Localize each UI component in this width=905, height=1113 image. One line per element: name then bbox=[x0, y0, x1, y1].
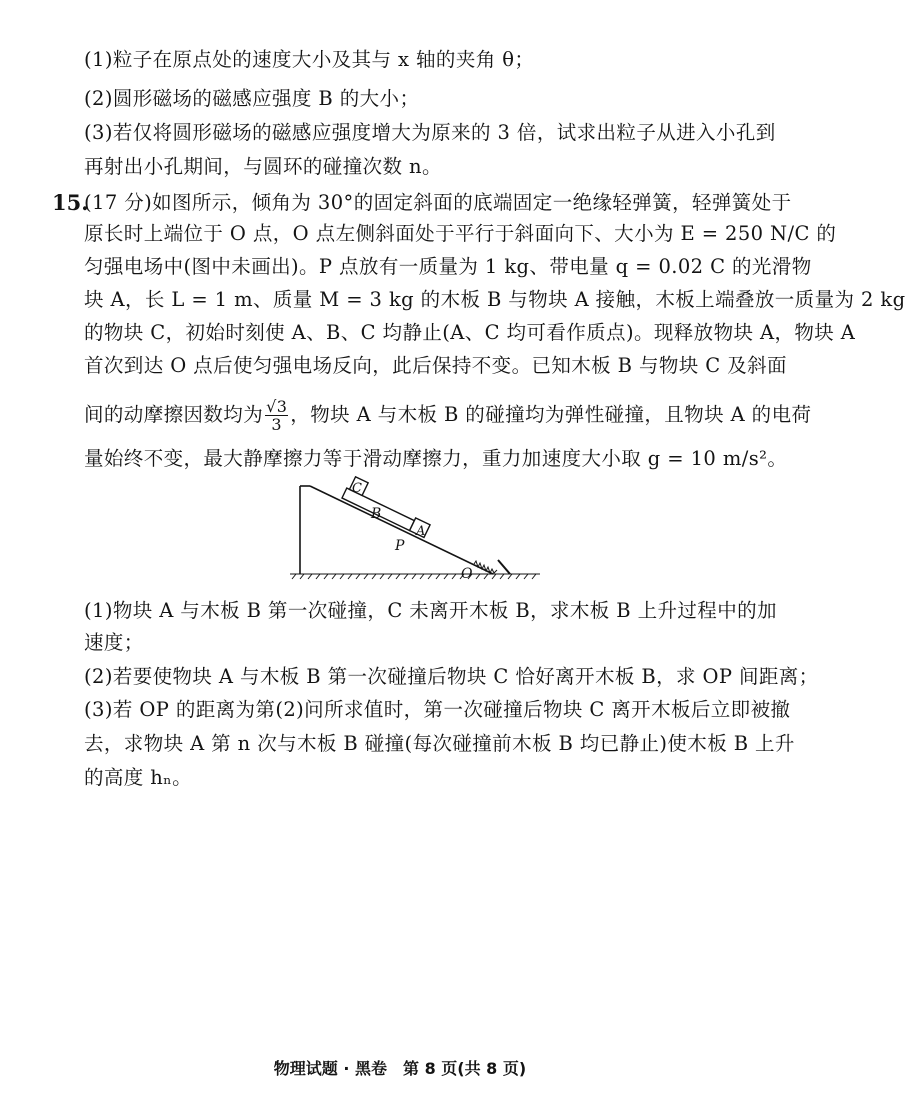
question-number: 15. bbox=[52, 190, 89, 215]
incline-wedge bbox=[300, 486, 493, 574]
q15-line-1: (17 分)如图所示，倾角为 30°的固定斜面的底端固定一绝缘轻弹簧，轻弹簧处于 bbox=[84, 191, 792, 214]
wall bbox=[498, 560, 510, 574]
q15-line-7-before: 间的动摩擦因数均为 bbox=[84, 403, 264, 426]
q15-line-7 bbox=[84, 398, 811, 433]
label-a: A bbox=[416, 524, 426, 539]
sub-question-2: (2)若要使物块 A 与木板 B 第一次碰撞后物块 C 恰好离开木板 B，求 OP 间距离； bbox=[84, 665, 819, 688]
q15-line-8: 量始终不变，最大静摩擦力等于滑动摩擦力，重力加速度大小取 g = 10 m/s²。 bbox=[84, 447, 788, 470]
q15-line-4: 块 A，长 L = 1 m、质量 M = 3 kg 的木板 B 与物块 A 接触，木板上端叠放一质量为 2 kg bbox=[84, 288, 905, 311]
friction-fraction bbox=[265, 398, 288, 433]
label-p: P bbox=[395, 538, 405, 554]
q15-line-3: 匀强电场中(图中未画出)。P 点放有一质量为 1 kg、带电量 q = 0.02 C 的光滑物 bbox=[84, 255, 812, 278]
label-b: B bbox=[371, 506, 382, 522]
page-footer: 物理试题 · 黑卷 第 8 页(共 8 页) bbox=[273, 1059, 527, 1078]
sub-question-3-line1: (3)若 OP 的距离为第(2)问所求值时，第一次碰撞后物块 C 离开木板后立即被撤 bbox=[84, 698, 791, 721]
sub-question-1-line2: 速度； bbox=[84, 631, 144, 654]
prev-part-1: (1)粒子在原点处的速度大小及其与 x 轴的夹角 θ； bbox=[84, 48, 535, 71]
prev-part-3-line2: 再射出小孔期间，与圆环的碰撞次数 n。 bbox=[84, 155, 442, 178]
q15-line-5: 的物块 C，初始时刻使 A、B、C 均静止(A、C 均可看作质点)。现释放物块 A，物块 A bbox=[84, 321, 856, 344]
fraction-denominator: 3 bbox=[271, 415, 282, 434]
q15-line-2: 原长时上端位于 O 点，O 点左侧斜面处于平行于斜面向下、大小为 E = 250 N/C 的 bbox=[84, 222, 837, 245]
label-o: O bbox=[461, 566, 473, 582]
incline-diagram bbox=[288, 478, 548, 590]
q15-line-7-after: ，物块 A 与木板 B 的碰撞均为弹性碰撞，且物块 A 的电荷 bbox=[290, 403, 812, 426]
sub-question-3-line3: 的高度 hₙ。 bbox=[84, 766, 192, 789]
ground-hatching bbox=[290, 574, 540, 579]
sub-question-1-line1: (1)物块 A 与木板 B 第一次碰撞，C 未离开木板 B，求木板 B 上升过程中的加 bbox=[84, 599, 777, 622]
prev-part-2: (2)圆形磁场的磁感应强度 B 的大小； bbox=[84, 87, 420, 110]
q15-line-6: 首次到达 O 点后使匀强电场反向，此后保持不变。已知木板 B 与物块 C 及斜面 bbox=[84, 354, 787, 377]
fraction-numerator: √3 bbox=[266, 397, 288, 416]
sub-question-3-line2: 去，求物块 A 第 n 次与木板 B 碰撞(每次碰撞前木板 B 均已静止)使木板 B 上升 bbox=[84, 732, 795, 755]
label-c: C bbox=[352, 481, 362, 496]
prev-part-3-line1: (3)若仅将圆形磁场的磁感应强度增大为原来的 3 倍，试求出粒子从进入小孔到 bbox=[84, 121, 776, 144]
